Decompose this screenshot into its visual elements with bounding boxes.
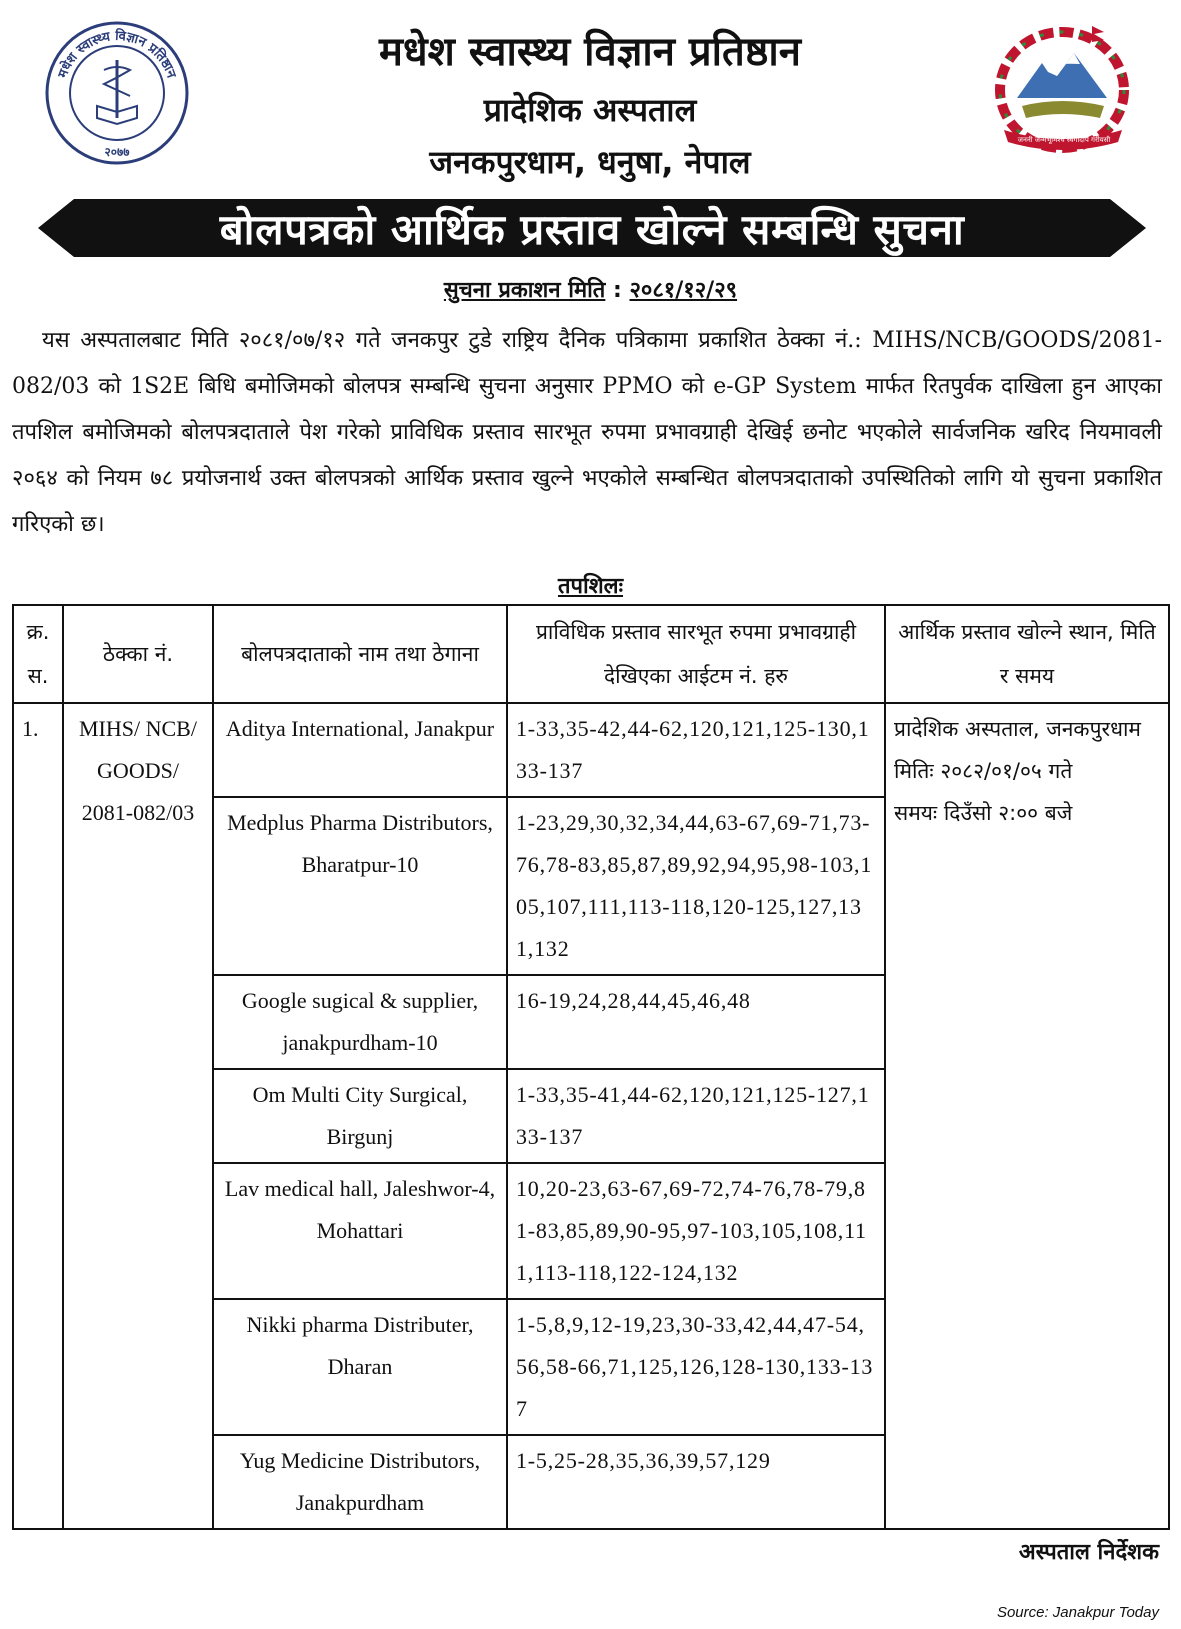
publication-date-value: २०८१/१२/२९	[629, 278, 738, 303]
bidder-name: Google sugical & supplier, janakpurdham-10	[213, 975, 507, 1069]
item-numbers: 16-19,24,28,44,45,46,48	[507, 975, 885, 1069]
bidder-name: Yug Medicine Distributors, Janakpurdham	[213, 1435, 507, 1529]
col-header-venue: आर्थिक प्रस्ताव खोल्ने स्थान, मिति र समय	[885, 605, 1169, 703]
col-header-items: प्राविधिक प्रस्ताव सारभूत रुपमा प्रभावग्राही देखिएका आईटम नं. हरु	[507, 605, 885, 703]
details-table	[12, 604, 1170, 1530]
location: जनकपुरधाम, धनुषा, नेपाल	[429, 143, 751, 181]
item-numbers: 1-5,8,9,12-19,23,30-33,42,44,47-54,56,58-66,71,125,126,128-130,133-137	[507, 1299, 885, 1435]
col-header-contract: ठेक्का नं.	[63, 605, 213, 703]
svg-text:जननी जन्मभूमिश्च स्वर्गादपि गर: जननी जन्मभूमिश्च स्वर्गादपि गरीयसी	[1017, 136, 1111, 144]
notice-banner	[38, 195, 1146, 261]
publication-date: सुचना प्रकाशन मिति : २०८१/१२/२९	[443, 278, 738, 303]
venue-place: प्रादेशिक अस्पताल, जनकपुरधाम	[894, 717, 1141, 741]
item-numbers: 1-23,29,30,32,34,44,63-67,69-71,73-76,78-83,85,87,89,92,94,95,98-103,105,107,111,113-118,120-125,127,131,132	[507, 797, 885, 975]
source-credit: Source: Janakpur Today	[996, 1604, 1159, 1621]
svg-text:मधेश स्वास्थ्य विज्ञान प्रतिष्: मधेश स्वास्थ्य विज्ञान प्रतिष्ठान	[55, 28, 179, 81]
table-row	[13, 703, 1169, 797]
table-header-row	[13, 605, 1169, 703]
bidder-name: Medplus Pharma Distributors, Bharatpur-10	[213, 797, 507, 975]
venue-time: समयः दिउँसो २:०० बजे	[894, 801, 1073, 825]
org-name: मधेश स्वास्थ्य विज्ञान प्रतिष्ठान	[379, 29, 801, 75]
nepal-emblem	[982, 18, 1152, 158]
bidder-name: Nikki pharma Distributer, Dharan	[213, 1299, 507, 1435]
institute-emblem	[42, 18, 192, 168]
bidder-name: Om Multi City Surgical, Birgunj	[213, 1069, 507, 1163]
item-numbers: 1-33,35-41,44-62,120,121,125-127,133-137	[507, 1069, 885, 1163]
opening-venue	[885, 703, 1169, 1529]
serial-number: 1.	[13, 703, 63, 1529]
venue-date: मितिः २०८२/०१/०५ गते	[894, 759, 1073, 783]
hospital-name: प्रादेशिक अस्पताल	[483, 91, 697, 129]
svg-text:२०७७: २०७७	[104, 145, 130, 159]
details-heading: तपशिलः	[557, 574, 624, 599]
bidder-name: Aditya International, Janakpur	[213, 703, 507, 797]
details-table-wrapper	[12, 604, 1168, 1530]
item-numbers: 1-33,35-42,44-62,120,121,125-130,133-137	[507, 703, 885, 797]
contract-number: MIHS/ NCB/ GOODS/ 2081-082/03	[63, 703, 213, 1529]
notice-title: बोलपत्रको आर्थिक प्रस्ताव खोल्ने सम्बन्धि सुचना	[219, 204, 965, 254]
bidder-name: Lav medical hall, Jaleshwor-4, Mohattari	[213, 1163, 507, 1299]
notice-body: यस अस्पतालबाट मिति २०८१/०७/१२ गते जनकपुर टुडे राष्ट्रिय दैनिक पत्रिकामा प्रकाशित ठेक्का नं.: MIHS/NCB/GOODS/2081-082/03 को 1S2E बिधि बमोजिमको बोलपत्र सम्बन्धि सुचना अनुसार PPMO को e-GP System मार्फत रितपुर्वक दाखिला हुन आएका तपशिल बमोजिमको बोलपत्रदाताले पेश गरेको प्राविधिक प्रस्ताव सारभूत रुपमा प्रभावग्राही देखिई छनोट भएकोले सार्वजनिक खरिद नियमावली २०६४ को नियम ७८ प्रयोजनार्थ उक्त बोलपत्रको आर्थिक प्रस्ताव खुल्ने भएकोले सम्बन्धित बोलपत्रदाताको उपस्थितिको लागि यो सुचना प्रकाशित गरिएको छ।	[12, 328, 1162, 537]
col-header-sn: क्र. स.	[13, 605, 63, 703]
item-numbers: 1-5,25-28,35,36,39,57,129	[507, 1435, 885, 1529]
publication-date-label: सुचना प्रकाशन मिति	[443, 278, 606, 303]
col-header-bidder: बोलपत्रदाताको नाम तथा ठेगाना	[213, 605, 507, 703]
signatory-title: अस्पताल निर्देशक	[1018, 1540, 1159, 1565]
item-numbers: 10,20-23,63-67,69-72,74-76,78-79,81-83,85,89,90-95,97-103,105,108,111,113-118,122-124,132	[507, 1163, 885, 1299]
